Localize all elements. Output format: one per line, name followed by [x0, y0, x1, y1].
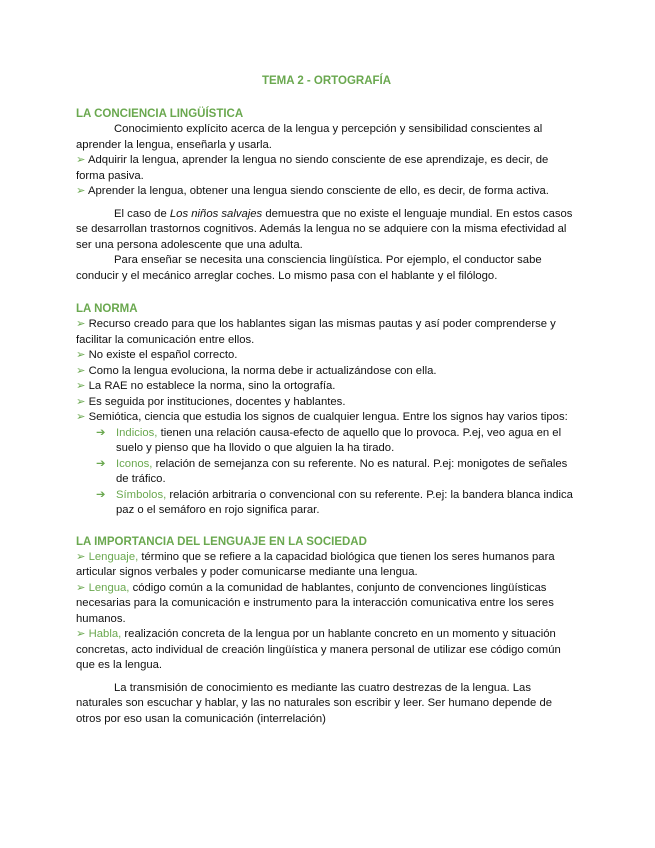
bullet-arrow-icon: ➢ [76, 411, 86, 423]
bullet-seguida: ➢ Es seguida por instituciones, docentes y hablantes. [76, 395, 346, 408]
section-heading-norma: LA NORMA [76, 303, 138, 315]
bullet-lenguaje: ➢ Lenguaje, término que se refiere a la capacidad biológica que tienen los seres humanos para articular signos verbales y poder comunicarse mediante una lengua. [76, 550, 555, 578]
bullet-arrow-icon: ➢ [76, 628, 86, 640]
sub-bullet-iconos: ➔ Iconos, relación de semejanza con su referente. No es natural. P.ej: monigotes de señales de tráfico. [96, 457, 568, 485]
bullet-recurso: ➢ Recurso creado para que los hablantes sigan las mismas pautas y así poder comprenderse y facilitar la comunicación entre ellos. [76, 318, 556, 346]
bullet-arrow-icon: ➢ [76, 364, 86, 377]
bullet-habla: ➢ Habla, realización concreta de la lengua por un hablante concreto en un momento y situación concretas, acto individual de creación lingüística y manera personal de utilizar ese código común que es la lengua. [76, 628, 561, 671]
bullet-arrow-icon: ➢ [76, 550, 86, 563]
bullet-arrow-icon: ➢ [76, 318, 86, 330]
paragraph-transmision: La transmisión de conocimiento es mediante las cuatro destrezas de la lengua. Las naturales son escuchar y hablar, y las no naturales son escribir y leer. Ser humano depende de otros por eso usan la comunicación (interrelación) [76, 681, 553, 725]
bullet-semiotica: ➢ Semiótica, ciencia que estudia los signos de cualquier lengua. Entre los signos hay varios tipos: [76, 411, 568, 423]
bullet-arrow-icon: ➢ [76, 581, 86, 594]
bullet-adquirir: ➢ Adquirir la lengua, aprender la lengua no siendo consciente de ese aprendizaje, es decir, de forma pasiva. [76, 154, 549, 182]
bullet-evoluciona: ➢ Como la lengua evoluciona, la norma debe ir actualizándose con ella. [76, 364, 437, 377]
right-arrow-icon: ➔ [96, 457, 106, 470]
paragraph-ninos-salvajes: El caso de Los niños salvajes demuestra que no existe el lenguaje mundial. En estos casos se desarrollan trastornos cognitivos. Además la lengua no se adquiere con la misma efectividad al ser una persona adolescente que una adulta. [76, 207, 573, 251]
right-arrow-icon: ➔ [96, 426, 106, 439]
bullet-arrow-icon: ➢ [76, 154, 86, 166]
document-title: TEMA 2 - ORTOGRAFÍA [261, 75, 392, 87]
section-heading-importancia: LA IMPORTANCIA DEL LENGUAJE EN LA SOCIEDAD [76, 535, 367, 548]
section-heading-conciencia: LA CONCIENCIA LINGÜÍSTICA [76, 108, 244, 120]
paragraph-definition: Conocimiento explícito acerca de la lengua y percepción y sensibilidad conscientes al aprender la lengua, enseñarla y usarla. [76, 123, 543, 151]
bullet-lengua: ➢ Lengua, código común a la comunidad de hablantes, conjunto de convenciones lingüísticas necesarias para la comunicación e instrumento para la interacción comunicativa entre los seres humanos. [76, 581, 554, 625]
bullet-arrow-icon: ➢ [76, 185, 86, 197]
bullet-aprender: ➢ Aprender la lengua, obtener una lengua siendo consciente de ello, es decir, de forma activa. [76, 185, 549, 197]
bullet-arrow-icon: ➢ [76, 349, 86, 361]
bullet-espanol: ➢ No existe el español correcto. [76, 349, 238, 361]
paragraph-ensenar: Para enseñar se necesita una consciencia lingüística. Por ejemplo, el conductor sabe conducir y el mecánico arreglar coches. Lo mismo pasa con el hablante y el filólogo. [76, 254, 542, 282]
right-arrow-icon: ➔ [96, 488, 106, 501]
sub-bullet-simbolos: ➔ Símbolos, relación arbitraria o convencional con su referente. P.ej: la bandera blanca indica paz o el semáforo en rojo significa parar. [96, 488, 573, 516]
bullet-arrow-icon: ➢ [76, 380, 86, 392]
bullet-arrow-icon: ➢ [76, 395, 86, 408]
sub-bullet-indicios: ➔ Indicios, tienen una relación causa-efecto de aquello que lo provoca. P.ej, veo agua en el suelo y pienso que ha llovido o que alguien la ha tirado. [96, 426, 562, 454]
bullet-rae: ➢ La RAE no establece la norma, sino la ortografía. [76, 380, 336, 392]
